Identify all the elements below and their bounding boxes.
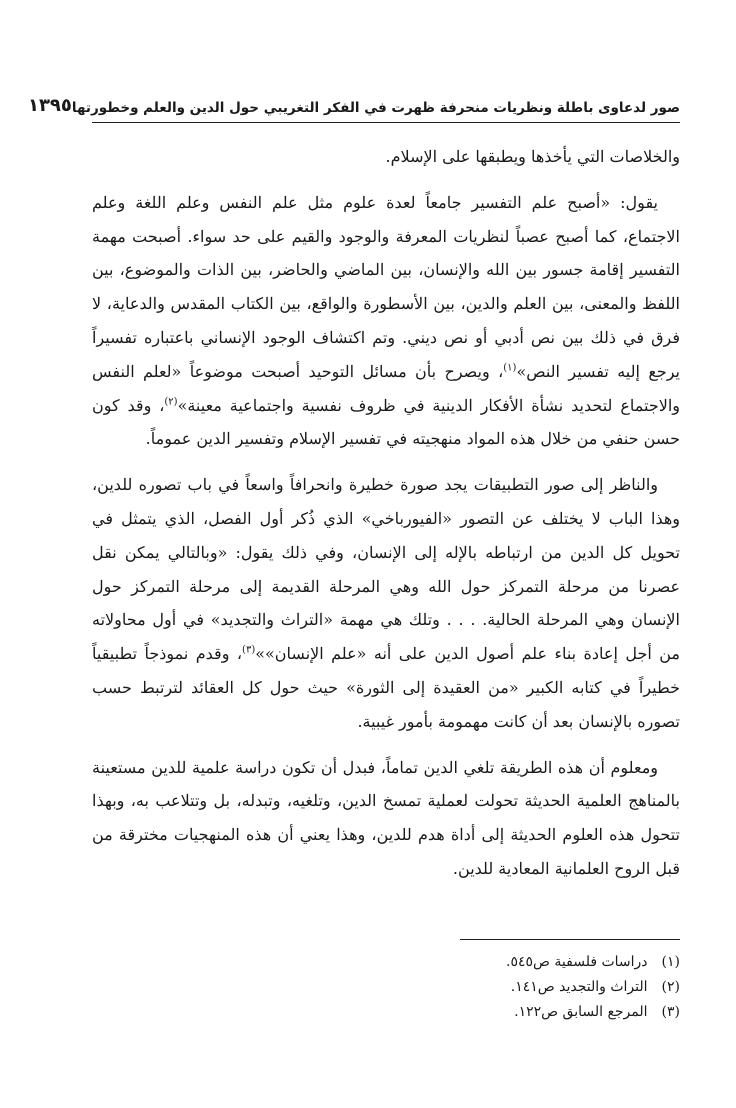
footnote-separator (460, 939, 680, 940)
paragraph-3-text-b: ، وقدم نموذجاً تطبيقياً خطيراً في كتابه الكبير «من العقيدة إلى الثورة» حيث حول كل العقائد لترتبط حسب تصوره بالإنسان بعد أن كانت مهمومة بأمور غيبية. (92, 644, 681, 731)
paragraph-1-text: والخلاصات التي يأخذها ويطبقها على الإسلام. (385, 147, 680, 166)
running-title: صور لدعاوى باطلة ونظريات منحرفة ظهرت في الفكر التغريبي حول الدين والعلم وخطورتها (71, 100, 680, 116)
footnote-number: (١) (661, 954, 680, 970)
footnote-1 (92, 950, 680, 975)
page-header (27, 86, 680, 116)
paragraph-3 (92, 468, 680, 738)
footnote-3 (92, 1000, 680, 1025)
paragraph-1 (92, 140, 680, 174)
paragraph-2-text-a: يقول: «أصبح علم التفسير جامعاً لعدة علوم مثل علم النفس وعلم اللغة وعلم الاجتماع، كما أصبح عصباً لنظريات المعرفة والوجود والقيم على حد سواء. أصبحت مهمة التفسير إقامة جسور بين الله والإنسان، بين الماضي والحاضر، بين الذات والموضوع، بين اللفظ والمعنى، بين العلم والدين، بين الأسطورة والواقع، بين الكتاب المقدس والدعاية، لا فرق في ذلك بين نص أدبي أو نص ديني. وتم اكتشاف الوجود الإنساني باعتباره تفسيراً يرجع إليه تفسير النص» (92, 192, 681, 381)
paragraph-2-text-c: ، وقد كون حسن حنفي من خلال هذه المواد منهجيته في تفسير الإسلام وتفسير الدين عموماً. (92, 395, 680, 449)
paragraph-4-text: ومعلوم أن هذه الطريقة تلغي الدين تماماً، فبدل أن تكون دراسة علمية للدين مستعينة بالمناهج العلمية الحديثة تحولت لعملية تمسخ الدين، وتلغيه، وتبدله، بل وتتلاعب به، وبهذا تتحول هذه العلوم الحديثة إلى أداة هدم للدين، وهذا يعني أن هذه المنهجيات مخترقة من قبل الروح العلمانية المعادية للدين. (92, 757, 680, 878)
paragraph-2 (92, 186, 680, 456)
page-number: ١٣٩٥ (27, 95, 72, 116)
footnote-2 (92, 975, 680, 1000)
footnote-text: المرجع السابق ص١٢٢. (514, 1004, 648, 1020)
paragraph-4 (92, 751, 680, 886)
footnote-text: دراسات فلسفية ص٥٤٥. (506, 954, 648, 970)
paragraph-3-text-a: والناظر إلى صور التطبيقات يجد صورة خطيرة وانحرافاً واسعاً في باب تصوره للدين، وهذا الباب لا يختلف عن التصور «الفيورباخي» الذي ذُكر أول الفصل، الذي يتمثل في تحويل كل الدين من ارتباطه بالإله إلى الإنسان، وفي ذلك يقول: «وبالتالي يمكن نقل عصرنا من مرحلة التمركز حول الله وهي المرحلة القديمة إلى مرحلة التمركز حول الإنسان وهي المرحلة الحالية. . . . وتلك هي مهمة «التراث والتجديد» في أول محاولاته من أجل إعادة بناء علم أصول الدين على أنه «علم الإنسان»» (92, 475, 680, 664)
paragraph-2-text-b: ، ويصرح بأن مسائل التوحيد أصبحت موضوعاً «لعلم النفس والاجتماع لتحديد نشأة الأفكار الدينية في ظروف نفسية واجتماعية معينة» (92, 361, 681, 415)
main-text (92, 140, 680, 898)
footnote-number: (٢) (661, 979, 680, 995)
footnote-ref-1[interactable]: (١) (503, 362, 517, 374)
footnote-ref-3[interactable]: (٣) (242, 644, 256, 656)
footnote-ref-2[interactable]: (٢) (164, 396, 178, 408)
footnote-text: التراث والتجديد ص١٤١. (510, 979, 648, 995)
footnotes (92, 950, 680, 1025)
header-rule (92, 122, 680, 123)
footnote-number: (٣) (661, 1004, 680, 1020)
